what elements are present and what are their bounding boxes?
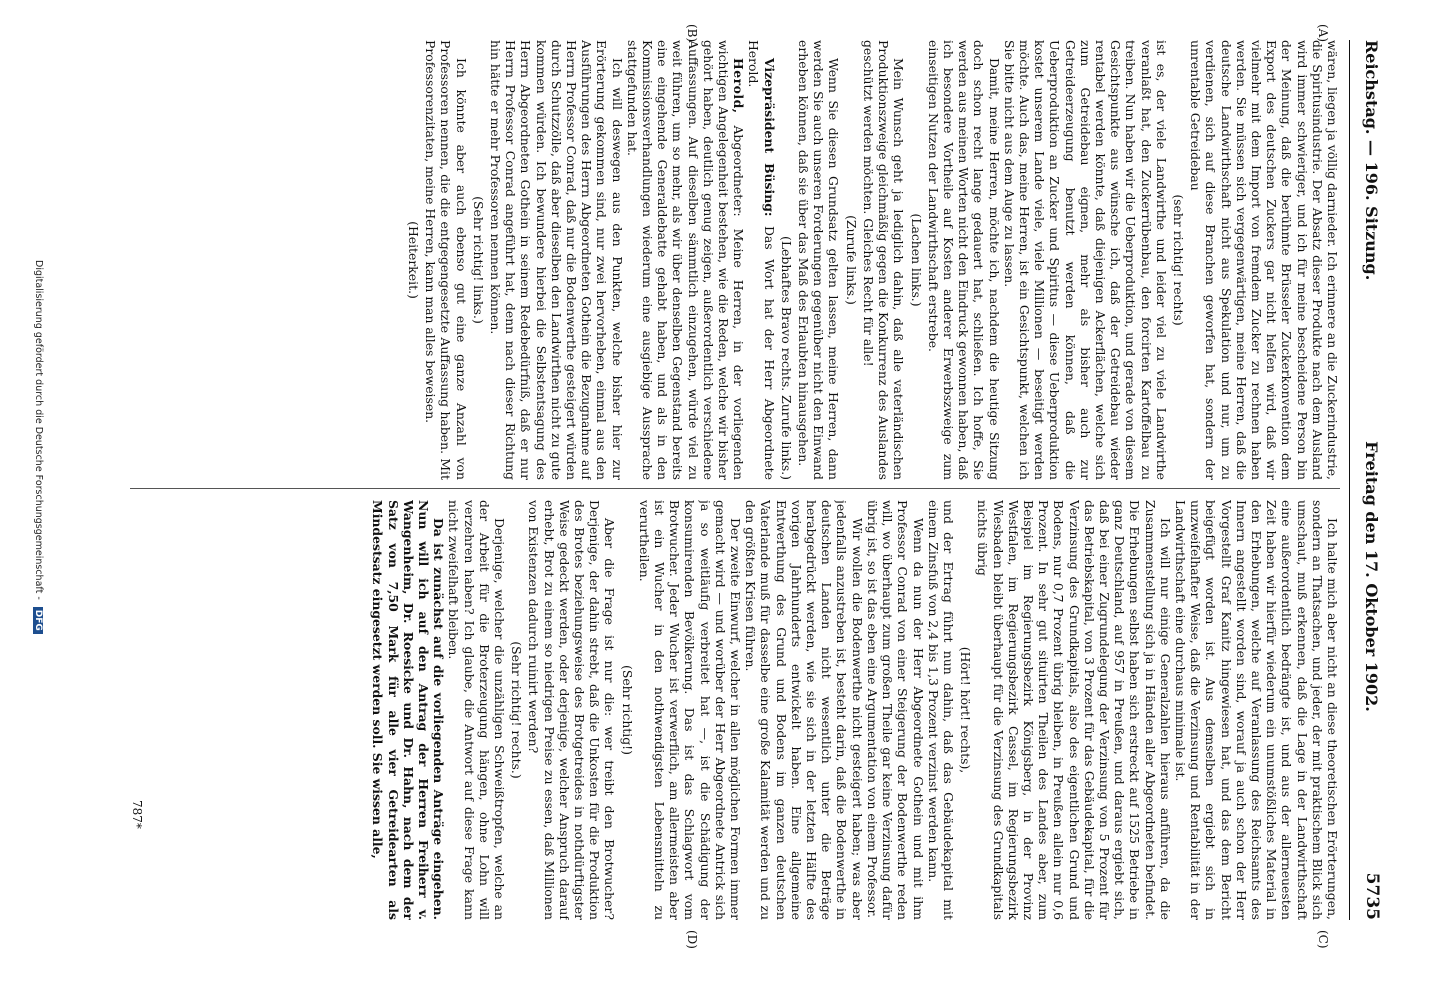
paragraph: Mein Wunsch geht ja lediglich dahin, daß alle vaterländischen Produktionszweige gleichmäßig gegen die Konkurrenz des Auslandes geschützt werden möchten. Gleiches Recht für alle! [860,40,907,480]
interjection: (sehr richtig! rechts) [1170,194,1186,326]
paragraph: wären, liegen ja völlig darnieder. Ich erinnere an die Zuckerindustrie, die Spiritusindustrie. Der Absatz dieser Produkte nach dem Ausland wird immer schwieriger, und ich für meine bescheidene Person bin der Meinung, daß die berühmte Brüsseler Zuckerkonvention dem Export des deutschen Zuckers gar nicht helfen wird, daß wir vielmehr mit dem Import von fremdem Zucker zu rechnen haben werden. Sie müssen sich vergegenwärtigen, meine Herren, daß die deutsche Landwirthschaft nicht aus Spekulation und nur, um zu verdienen, sich auf diese Branchen geworfen hat, sondern der unrentable Getreidebau [1188,40,1340,480]
paragraph: ist es, der viele Landwirthe und leider viel zu viele Landwirthe veranlaßt hat, den Zuckerrübenbau, den forcirten Kartoffelbau zu treiben. Nun haben wir die Ueberproduktion, und gerade von diesem Gesichtspunkte aus wünsche ich, daß der Getreidebau wieder rentabel werden könnte, daß diejenigen Ackerflächen, welche sich zum Getreidebau eignen, mehr als bisher auch zur Getreideerzeugung benutzt werden können, daß die Ueberproduktion an Zucker und Spiritus — diese Ueberproduktion kostet unserem Lande viele, viele Millionen — beseitigt werden möchte. Auch das, meine Herren, ist ein Gesichtspunkt, welchen ich Sie bitte nicht aus dem Auge zu lassen. [1001,40,1169,480]
paragraph: Da ist zunächst auf die vorliegenden Anträge eingehen. Nun will ich auf den Antrag der Herren Freiherr v. Wangenheim, Dr. Roesicke und Dr. Hahn, nach dem der Satz von 7,50 Mark für alle vier Getreidearten als Mindestsatz eingesetzt werden soll. Sie wissen alle, [370,500,447,920]
speaker-name: Herold, [731,58,747,114]
paragraph: Derjenige, welcher die unzähligen Schweißtropfen, welche an der Arbeit für die Broterzeugung hängen, ohne Lohn will verzehren haben? Ich glaube, die Antwort auf diese Frage kann nicht zweifelhaft bleiben. [446,500,508,920]
interjection: (Sehr richtig!) [619,665,635,755]
paragraph: Wenn da nun der Herr Abgeordnete Gothein und mit ihm Professor Conrad von einer Steigerung der Bodenwerthe reden will, wo überhaupt zum großen Theile gar keine Verzinsung dafür übrig ist, so ist das eben eine Argumentation von einem Professor. [864,500,926,920]
header-date: Freitag den 17. Oktober 1902. [1362,441,1382,712]
digitization-credit [33,260,44,634]
paragraph: Ich könnte aber auch ebenso gut eine ganze Anzahl von Professoren nennen, die die entgegengesetzte Auffassung haben. Mit Professorenzitaten, meine Herren, kann man alles beweisen. [423,40,469,480]
column-divider [130,488,1340,489]
interjection: (Zurufe links.) [843,215,859,305]
paragraph: Wenn Sie diesen Grundsatz gelten lassen, meine Herren, dann werden Sie auch unseren Forderungen gegenüber nicht den Einwand erheben können, daß sie über das Maß des Erlaubten hinausgehen. [796,40,842,480]
margin-marker-c: (C) [1316,930,1330,949]
vice-president-text: Das Wort hat der Herr Abgeordnete Herold. [746,40,777,480]
paragraph: Der zweite Einwurf, welcher in allen möglichen Formen immer gemacht wird — und worüber der Herr Abgeordnete Antrick sich ja so weitläufig verbreitet hat —, ist die Schädigung der konsumirenden Bevölkerung. Das ist das Schlagwort vom Brotwucher. Jeder Wucher ist verwerflich, am allermeisten aber ist ein Wucher in den nothwendigsten Lebensmitteln zu verurtheilen. [636,500,744,920]
page-header [1349,40,1394,920]
speaker-text: Abgeordneter: Meine Herren, in der vorliegenden wichtigen Angelegenheit bestehen, wie die Reden, welche wir bisher gehört haben, deutlich genug zeigen, außerordentlich verschiedene Auffassungen. Auf dieselben sämmtlich einzugehen, würde viel zu weit führen, um so mehr, als wir über denselben Gegenstand bereits eine eingehende Generaldebatte gehabt haben, und als in den Kommissionsverhandlungen wiederum eine ausgiebige Aussprache stattgefunden hat. [624,40,747,480]
paragraph: Ich will deswegen aus den Punkten, welche bisher hier zur Erörterung gekommen sind, nur zwei hervorheben, einmal aus den Ausführungen des Herrn Abgeordneten Gothein die Bezugnahme auf Herrn Professor Conrad, daß nur die Bodenwerthe gesteigert würden durch Schutzzölle, daß aber dieselben den Landwirthen nicht zu gute kommen würden. Ich bewundere hierbei die Selbstentsagung des Herrn Abgeordneten Gothein in seinem Redebedürfniß, daß er nur Herrn Professor Conrad angeführt hat, denn nach dieser Richtung hin hätte er mehr Professoren nennen können. [488,40,625,480]
paragraph: Damit, meine Herren, möchte ich, nachdem die heutige Sitzung doch schon recht lange gedauert hat, schließen. Ich hoffe, Sie werden aus meinen Worten nicht den Eindruck gewonnen haben, daß ich besondere Vortheile auf Kosten anderer Erwerbszweige zum einseitigen Nutzen der Landwirthschaft erstrebe. [925,40,1002,480]
right-column [130,500,1340,920]
interjection: (Sehr richtig! rechts.) [509,641,525,779]
margin-marker-a: (A) [1316,24,1330,43]
paragraph: Ich halte mich aber nicht an diese theoretischen Erörterungen, sondern an Thatsachen, und jeder, der mit praktischem Blick sich umschaut, muß erkennen, daß die Lage in der Landwirthschaft eine außerordentlich bedrängte ist, und aus der allerneuesten Zeit haben wir hierfür wiederum ein unumstößliches Material in den Erhebungen, welche auf Veranlassung des Reichsamts des Innern angestellt worden sind, worauf ja auch schon der Herr Vorgestellt Graf Kanitz hingewiesen hat, und das dem Bericht beigefügt worden ist. Aus demselben ergiebt sich in unzweifelhafter Weise, daß die Verzinsung und Rentabilität in der Landwirthschaft eine durchaus minimale ist. [1172,500,1340,920]
header-session-title: Reichstag. — 196. Sitzung. [1362,40,1382,281]
vice-president-statement [746,40,776,480]
interjection: (Heiterkeit.) [406,221,422,299]
paragraph: und der Ertrag führt nun dahin, daß das Gebäudekapital mit einem Zinsfuß von 2,4 bis 1,3 Prozent verzinst werden kann. [925,500,956,920]
margin-marker-b: (B) [685,24,699,43]
dfg-logo: DFG [33,607,43,634]
interjection: (Sehr richtig! links.) [470,196,486,324]
speaker-statement [625,40,747,480]
credit-text: Digitalisierung gefördert durch die Deutsche Forschungsgemeinschaft - [33,260,44,600]
interjection: (Lebhaftes Bravo rechts. Zurufe links.) [778,236,794,480]
interjection: (Hört! hört! rechts), [958,646,974,774]
margin-marker-d: (D) [685,930,699,949]
vice-president-label: Vizepräsident Büsing: [761,58,777,217]
paragraph: Wir wollen die Bodenwerthe nicht gesteigert haben; was aber jedenfalls anzustreben ist, besteht darin, daß die Bodenwerthe in deutschen Landen nicht wesentlich unter die Beträge herabgedrückt werden, wie sie sich in der letzten Hälfte des vorigen Jahrhunderts entwickelt haben. Eine allgemeine Entwerthung des Grund und Bodens im ganzen deutschen Vaterlande muß für dasselbe eine große Kalamität werden und zu den größten Krisen führen. [743,500,865,920]
left-column [130,40,1340,480]
header-page-number: 5735 [1362,872,1382,920]
interjection: (Lachen links.) [908,213,924,307]
sheet-number: 787* [130,800,144,829]
paragraph: Ich will nur einige Generalzahlen hieraus anführen, da die Zusammenstellung sich ja in Händen aller Abgeordneten befindet. Die Erhebungen selbst haben sich erstreckt auf 1525 Betriebe in ganz Deutschland, auf 957 in Preußen, und daraus ergiebt sich, daß bei einer Zugrundelegung der Verzinsung von 5 Prozent für das Betriebskapital, von 3 Prozent für das Gebäudekapital, für die Verzinsung des Grundkapitals, also des eigentlichen Grund und Bodens, nur 0,7 Prozent übrig bleiben, in Preußen allein nur 0,6 Prozent. In sehr gut situirten Theilen des Landes aber, zum Beispiel im Regierungsbezirk Königsberg, in der Provinz Westfalen, im Regierungsbezirk Cassel, im Regierungsbezirk Wiesbaden bleibt überhaupt für die Verzinsung des Grundkapitals nichts übrig [975,500,1173,920]
paragraph: Aber die Frage ist nur die: wer treibt den Brotwucher? Derjenige, der dahin strebt, daß die Unkosten für die Produktion des Brotes beziehungsweise des Brotgetreides in nothdürftigster Weise gedeckt werden, oder derjenige, welcher Anspruch darauf erhebt, Brot zu einem so niedrigen Preise zu essen, daß Millionen von Existenzen dadurch ruinirt werden? [526,500,618,920]
